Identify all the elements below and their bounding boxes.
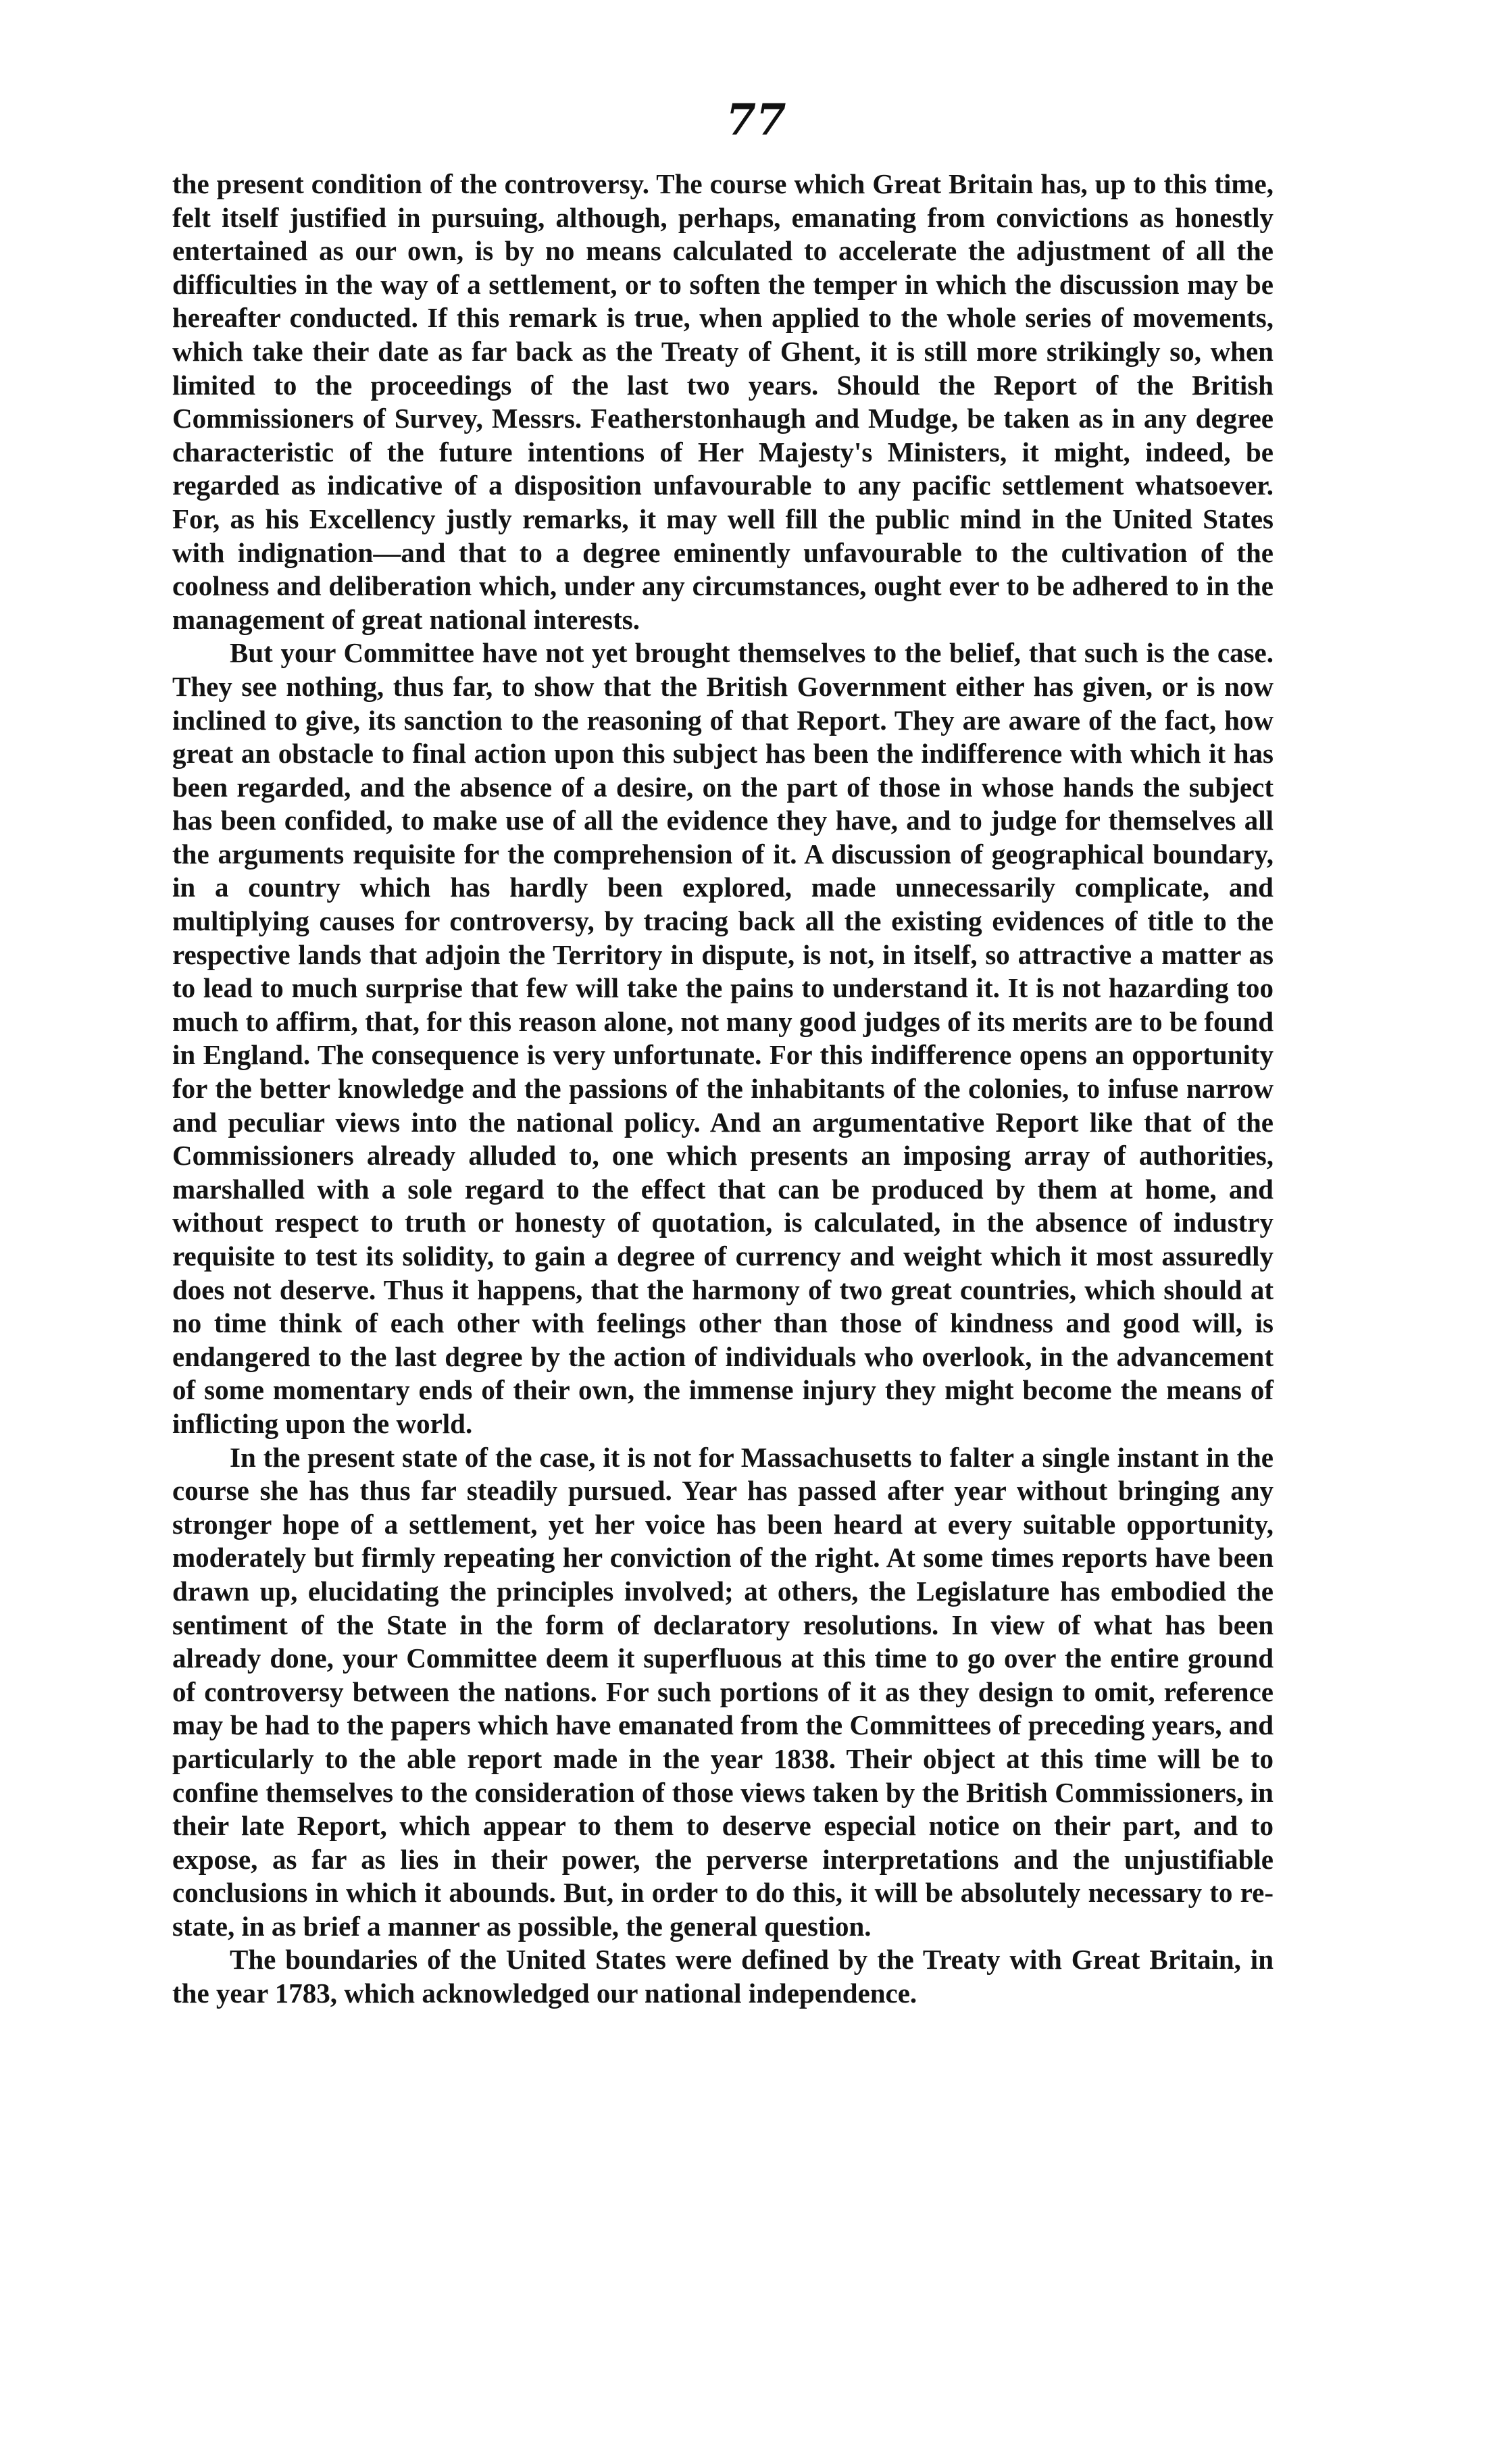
body-text xyxy=(172,168,1274,2011)
paragraph-massachusetts: In the present state of the case, it is not for Massachusetts to falter a single instant in the course she has thus far steadily pursued. Year has passed after year without bringing any stronger hope of a settlement, yet her voice has been heard at every suitable opportunity, moderately but firmly repeating her conviction of the right. At some times reports have been drawn up, elucidating the principles involved; at others, the Legislature has embodied the sentiment of the State in the form of declaratory resolutions. In view of what has been already done, your Committee deem it superfluous at this time to go over the entire ground of controversy between the nations. For such portions of it as they design to omit, reference may be had to the papers which have emanated from the Committees of preceding years, and particularly to the able report made in the year 1838. Their object at this time will be to confine themselves to the consideration of those views taken by the British Commissioners, in their late Report, which appear to them to deserve especial notice on their part, and to expose, as far as lies in their power, the perverse interpretations and the unjustifiable conclusions in which it abounds. But, in order to do this, it will be absolutely necessary to re-state, in as brief a manner as possible, the general question. xyxy=(172,1441,1274,1942)
page-number: 77 xyxy=(726,95,786,145)
paragraph-continuation: the present condition of the controversy. The course which Great Britain has, up to this time, felt itself justified in pursuing, although, perhaps, emanating from convictions as honestly entertained as our own, is by no means calculated to accelerate the adjustment of all the difficulties in the way of a settlement, or to soften the temper in which the discussion may be hereafter conducted. If this remark is true, when applied to the whole series of movements, which take their date as far back as the Treaty of Ghent, it is still more strikingly so, when limited to the proceedings of the last two years. Should the Report of the British Commissioners of Survey, Messrs. Featherstonhaugh and Mudge, be taken as in any degree characteristic of the future intentions of Her Majesty's Ministers, it might, indeed, be regarded as indicative of a disposition unfavourable to any pacific settlement whatsoever. For, as his Excellency justly remarks, it may well fill the public mind in the United States with indignation—and that to a degree eminently unfavourable to the cultivation of the coolness and deliberation which, under any circumstances, ought ever to be adhered to in the management of great national interests. xyxy=(172,168,1274,635)
paragraph-committee-belief: But your Committee have not yet brought themselves to the belief, that such is the case. They see nothing, thus far, to show that the British Government either has given, or is now inclined to give, its sanction to the reasoning of that Report. They are aware of the fact, how great an obstacle to final action upon this subject has been the indifference with which it has been regarded, and the absence of a desire, on the part of those in whose hands the subject has been confided, to make use of all the evidence they have, and to judge for themselves all the arguments requisite for the comprehension of it. A discussion of geographical boundary, in a country which has hardly been explored, made unnecessarily complicate, and multiplying causes for controversy, by tracing back all the existing evidences of title to the respective lands that adjoin the Territory in dispute, is not, in itself, so attractive a matter as to lead to much surprise that few will take the pains to understand it. It is not hazarding too much to affirm, that, for this reason alone, not many good judges of its merits are to be found in England. The consequence is very unfortunate. For this indifference opens an opportunity for the better knowledge and the passions of the inhabitants of the colonies, to infuse narrow and peculiar views into the national policy. And an argumentative Report like that of the Commissioners already alluded to, one which presents an imposing array of authorities, marshalled with a sole regard to the effect that can be produced by them at home, and without respect to truth or honesty of quotation, is calculated, in the absence of industry requisite to test its solidity, to gain a degree of currency and weight which it most assuredly does not deserve. Thus it happens, that the harmony of two great countries, which should at no time think of each other with feelings other than those of kindness and good will, is endangered to the last degree by the action of individuals who overlook, in the advancement of some momentary ends of their own, the immense injury they might become the means of inflicting upon the world. xyxy=(172,637,1274,1439)
paragraph-boundaries: The boundaries of the United States were defined by the Treaty with Great Britain, in the year 1783, which acknowledged our national independence. xyxy=(172,1944,1274,2009)
